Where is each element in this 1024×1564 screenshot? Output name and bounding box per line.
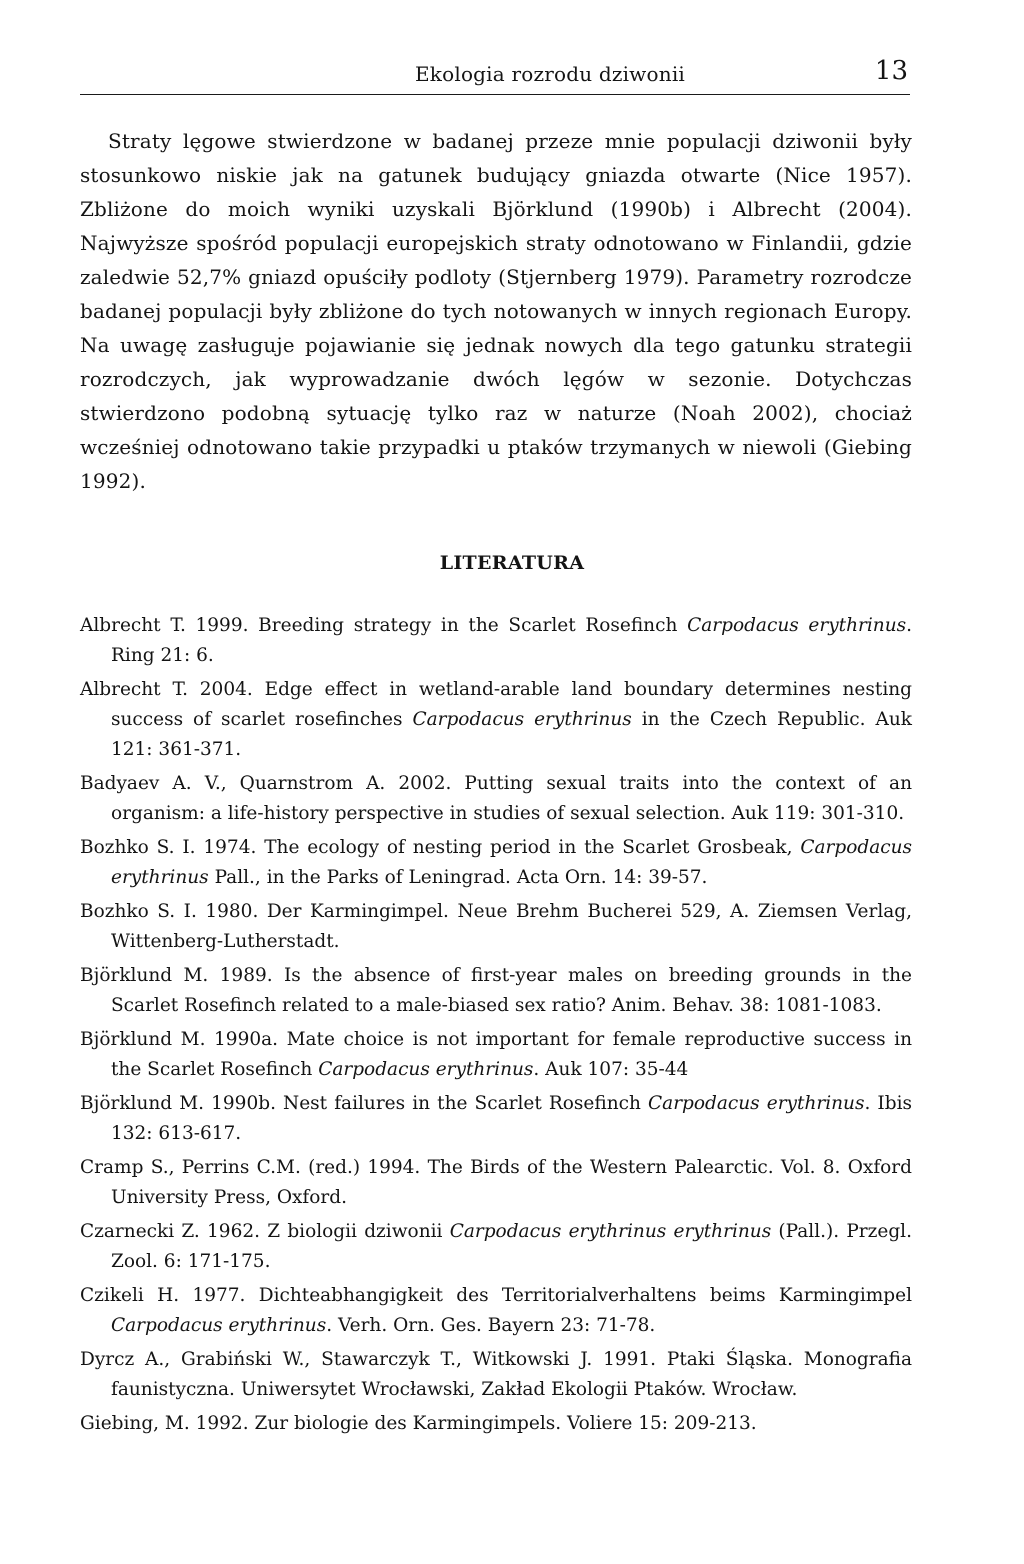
reference-item: Albrecht T. 1999. Breeding strategy in the Scarlet Rosefinch Carpodacus erythrinus. Ring 21: 6.: [80, 615, 912, 666]
reference-item: Giebing, M. 1992. Zur biologie des Karmingimpels. Voliere 15: 209-213.: [80, 1413, 757, 1434]
page-number: 13: [874, 56, 908, 86]
reference-item: Bozhko S. I. 1974. The ecology of nesting period in the Scarlet Grosbeak, Carpodacus erythrinus Pall., in the Parks of Leningrad. Acta Orn. 14: 39-57.: [80, 837, 912, 888]
reference-item: Czarnecki Z. 1962. Z biologii dziwonii Carpodacus erythrinus erythrinus (Pall.). Przegl. Zool. 6: 171-175.: [80, 1221, 912, 1272]
reference-item: Björklund M. 1990a. Mate choice is not important for female reproductive success in the Scarlet Rosefinch Carpodacus erythrinus. Auk 107: 35-44: [80, 1029, 912, 1080]
discussion-paragraph: Straty lęgowe stwierdzone w badanej przeze mnie populacji dziwonii były stosunkowo niskie jak na gatunek budujący gniazda otwarte (Nice 1957). Zbliżone do moich wyniki uzyskali Björklund (1990b) i Albrecht (2004). Najwyższe spośród populacji europejskich straty odnotowano w Finlandii, gdzie zaledwie 52,7% gniazd opuściły podloty (Stjernberg 1979). Parametry rozrodcze badanej populacji były zbliżone do tych notowanych w innych regionach Europy. Na uwagę zasługuje pojawianie się jednak nowych dla tego gatunku strategii rozrodczych, jak wyprowadzanie dwóch lęgów w sezonie. Dotychczas stwierdzono podobną sytuację tylko raz w naturze (Noah 2002), chociaż wcześniej odnotowano takie przypadki u ptaków trzymanych w niewoli (Giebing 1992).: [80, 129, 912, 493]
reference-item: Bozhko S. I. 1980. Der Karmingimpel. Neue Brehm Bucherei 529, A. Ziemsen Verlag, Wittenberg-Lutherstadt.: [80, 901, 912, 952]
reference-item: Björklund M. 1990b. Nest failures in the Scarlet Rosefinch Carpodacus erythrinus. Ibis 132: 613-617.: [80, 1093, 912, 1144]
reference-item: Björklund M. 1989. Is the absence of first-year males on breeding grounds in the Scarlet Rosefinch related to a male-biased sex ratio? Anim. Behav. 38: 1081-1083.: [80, 965, 912, 1016]
reference-item: Albrecht T. 2004. Edge effect in wetland-arable land boundary determines nesting success of scarlet rosefinches Carpodacus erythrinus in the Czech Republic. Auk 121: 361-371.: [80, 679, 913, 760]
reference-item: Cramp S., Perrins C.M. (red.) 1994. The Birds of the Western Palearctic. Vol. 8. Oxford University Press, Oxford.: [80, 1157, 912, 1208]
body-text: [80, 124, 912, 498]
running-title: Ekologia rozrodu dziwonii: [414, 62, 686, 86]
references-heading: LITERATURA: [439, 552, 585, 574]
reference-item: Dyrcz A., Grabiński W., Stawarczyk T., Witkowski J. 1991. Ptaki Śląska. Monografia faunistyczna. Uniwersytet Wrocławski, Zakład Ekologii Ptaków. Wrocław.: [80, 1349, 912, 1400]
reference-item: Badyaev A. V., Quarnstrom A. 2002. Putting sexual traits into the context of an organism: a life-history perspective in studies of sexual selection. Auk 119: 301-310.: [80, 773, 912, 824]
running-header: [80, 58, 910, 95]
reference-item: Czikeli H. 1977. Dichteabhangigkeit des Territorialverhaltens beims Karmingimpel Carpodacus erythrinus. Verh. Orn. Ges. Bayern 23: 71-78.: [80, 1285, 912, 1336]
references-list: [80, 611, 912, 1443]
